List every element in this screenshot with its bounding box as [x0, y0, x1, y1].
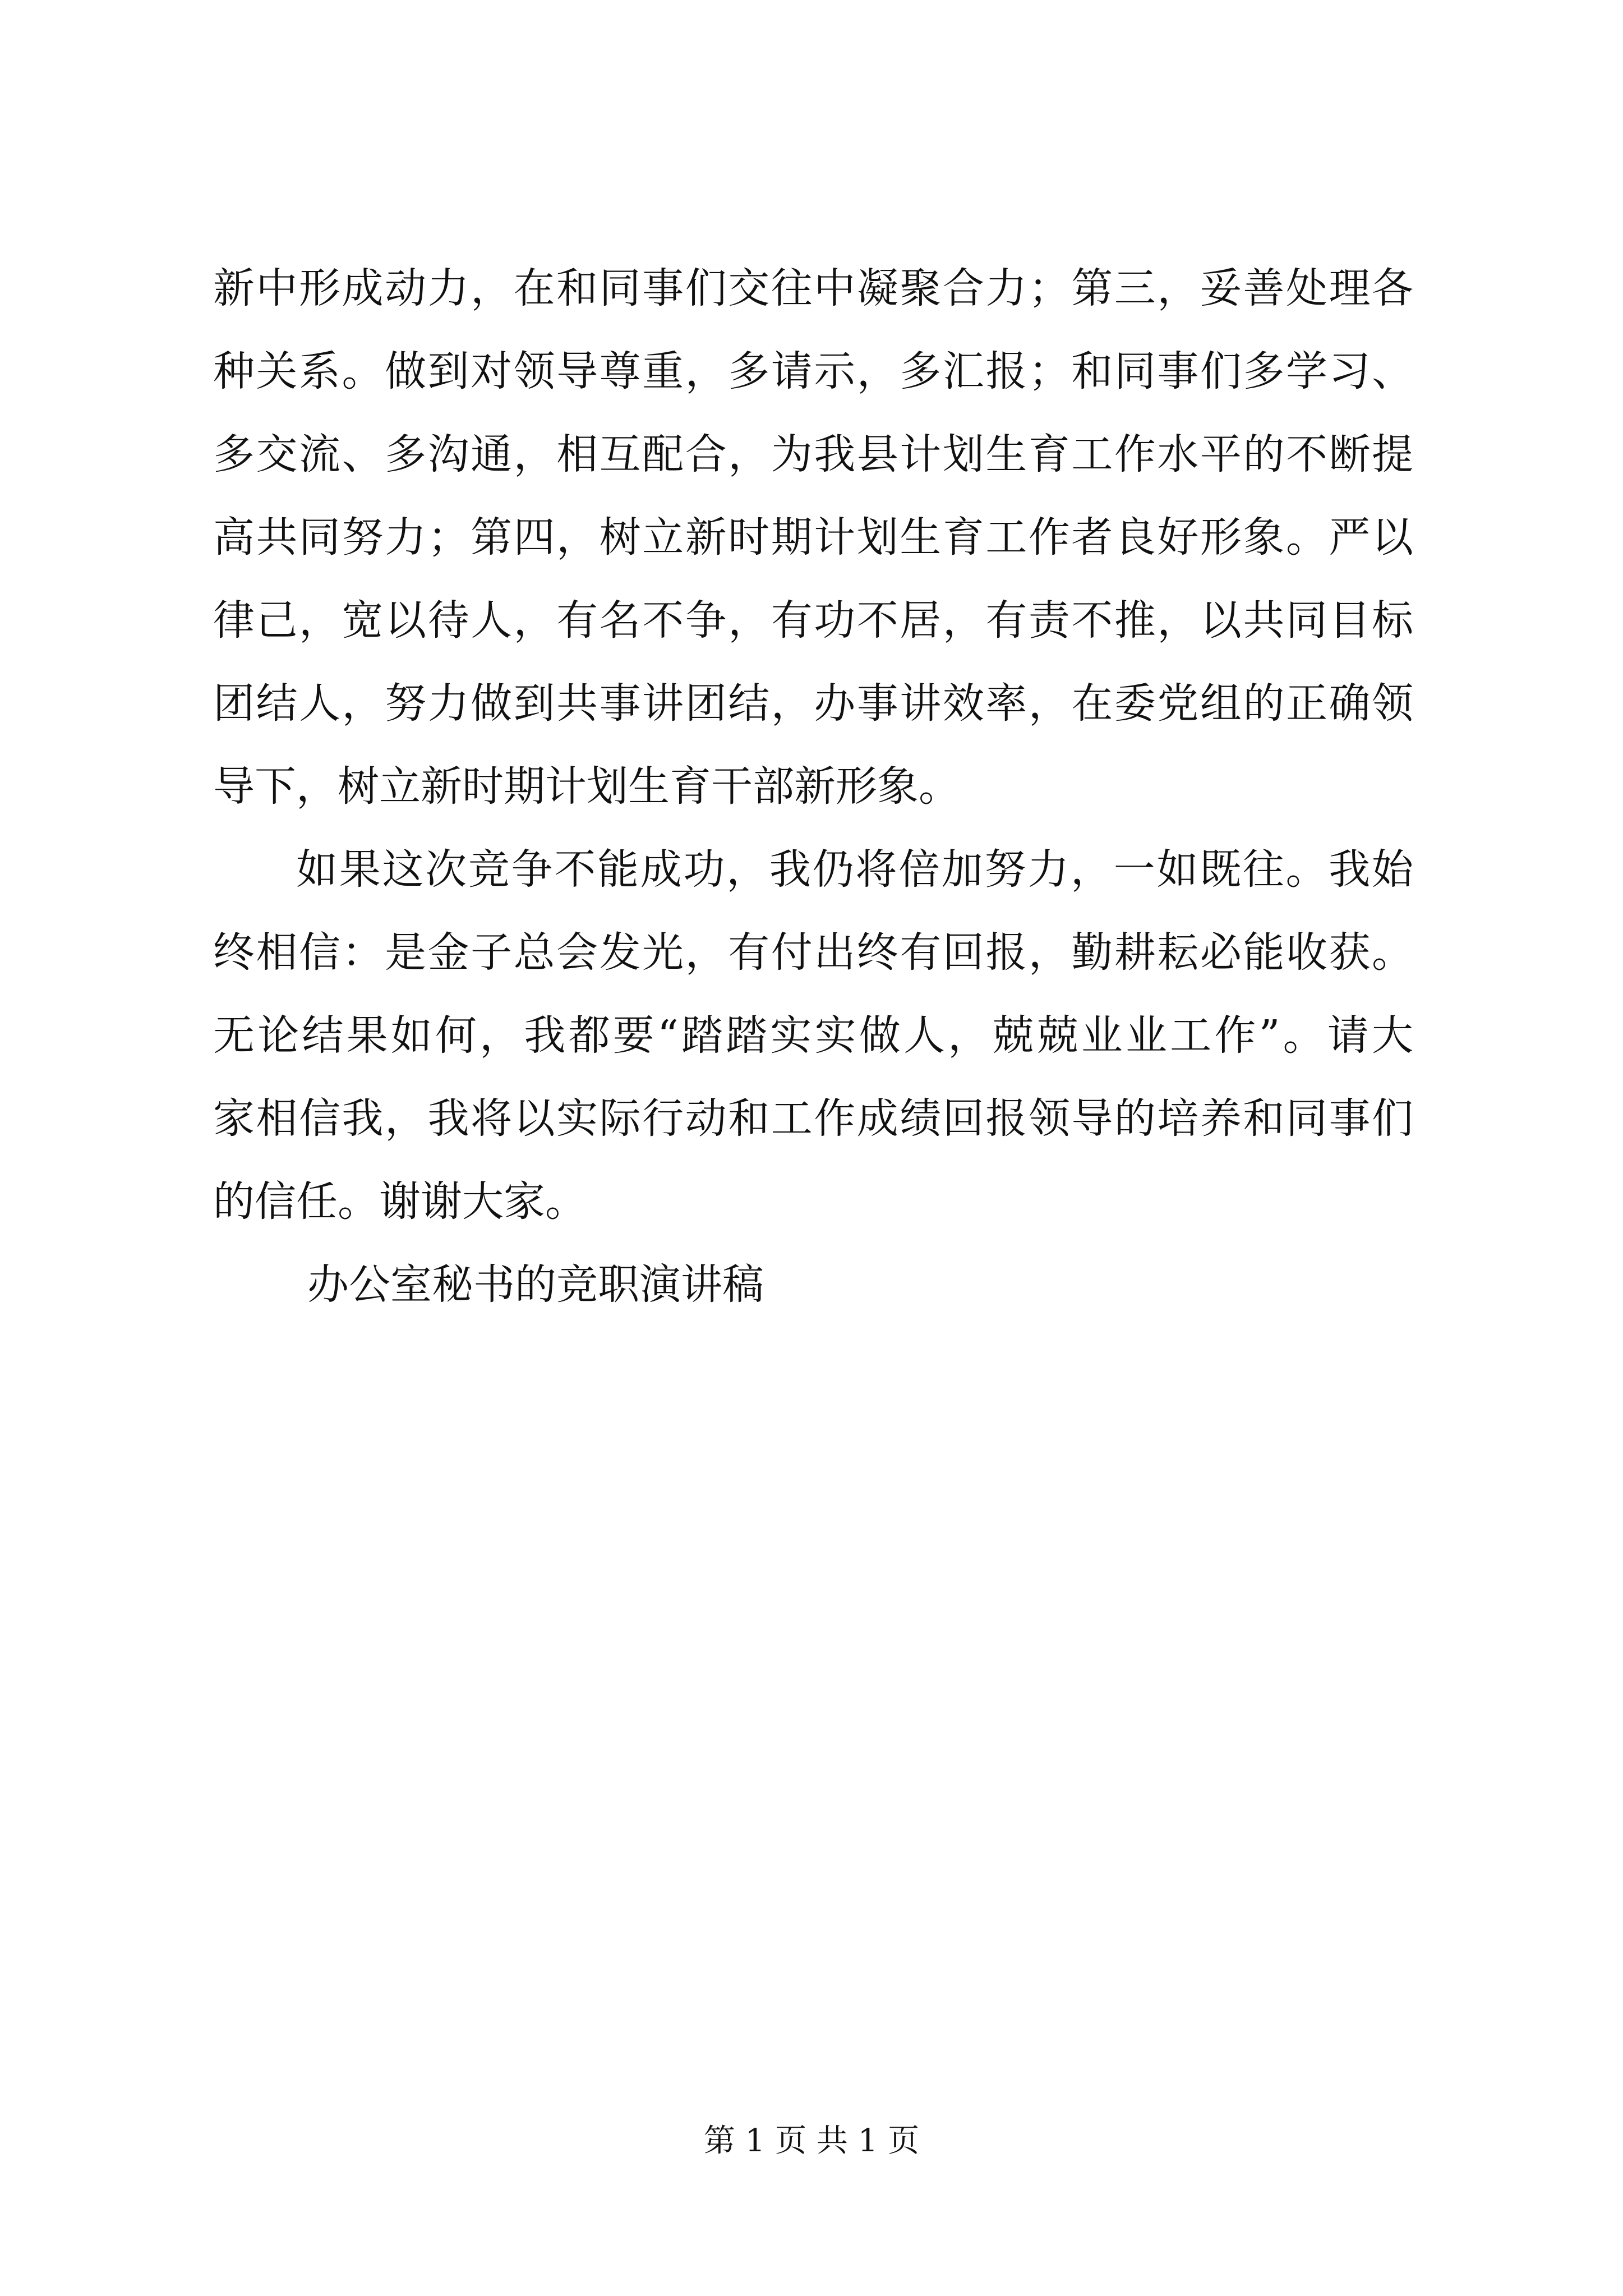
paragraph-1-line-5: [213, 579, 1413, 662]
text-line: 如果这次竞争不能成功，我仍将倍加努力，一如既往。我始: [296, 845, 1413, 894]
page-footer: 第 1 页 共 1 页: [703, 2123, 920, 2159]
document-body: [213, 247, 1413, 1326]
paragraph-2-line-4: [213, 1077, 1413, 1160]
text-line: 新中形成动力，在和同事们交往中凝聚合力；第三，妥善处理各: [213, 264, 1413, 312]
paragraph-2-line-5: [213, 1160, 1413, 1243]
paragraph-1-line-6: [213, 662, 1413, 745]
next-article-title: 办公室秘书的竞职演讲稿: [307, 1260, 764, 1309]
text-line: 律己，宽以待人，有名不争，有功不居，有责不推，以共同目标: [213, 596, 1413, 645]
text-line: 终相信：是金子总会发光，有付出终有回报，勤耕耘必能收获。: [213, 928, 1413, 977]
paragraph-1-line-7: [213, 745, 1413, 828]
text-line: 导下，树立新时期计划生育干部新形象。: [213, 762, 960, 811]
text-line: 家相信我，我将以实际行动和工作成绩回报领导的培养和同事们: [213, 1094, 1413, 1143]
text-line: 无论结果如何，我都要“踏踏实实做人，兢兢业业工作”。请大: [213, 1011, 1413, 1060]
text-line: 高共同努力；第四，树立新时期计划生育工作者良好形象。严以: [213, 513, 1413, 562]
paragraph-1-line-4: [213, 496, 1413, 579]
text-line: 多交流、多沟通，相互配合，为我县计划生育工作水平的不断提: [213, 430, 1413, 478]
paragraph-2-line-1: [213, 828, 1413, 911]
paragraph-2-line-2: [213, 911, 1413, 994]
paragraph-1-line-1: [213, 247, 1413, 330]
text-line: 种关系。做到对领导尊重，多请示，多汇报；和同事们多学习、: [213, 347, 1413, 395]
paragraph-2-line-3: [213, 994, 1413, 1077]
text-line: 的信任。谢谢大家。: [213, 1177, 587, 1226]
paragraph-1-line-2: [213, 330, 1413, 413]
text-line: 团结人，努力做到共事讲团结，办事讲效率，在委党组的正确领: [213, 679, 1413, 728]
paragraph-1-line-3: [213, 413, 1413, 496]
